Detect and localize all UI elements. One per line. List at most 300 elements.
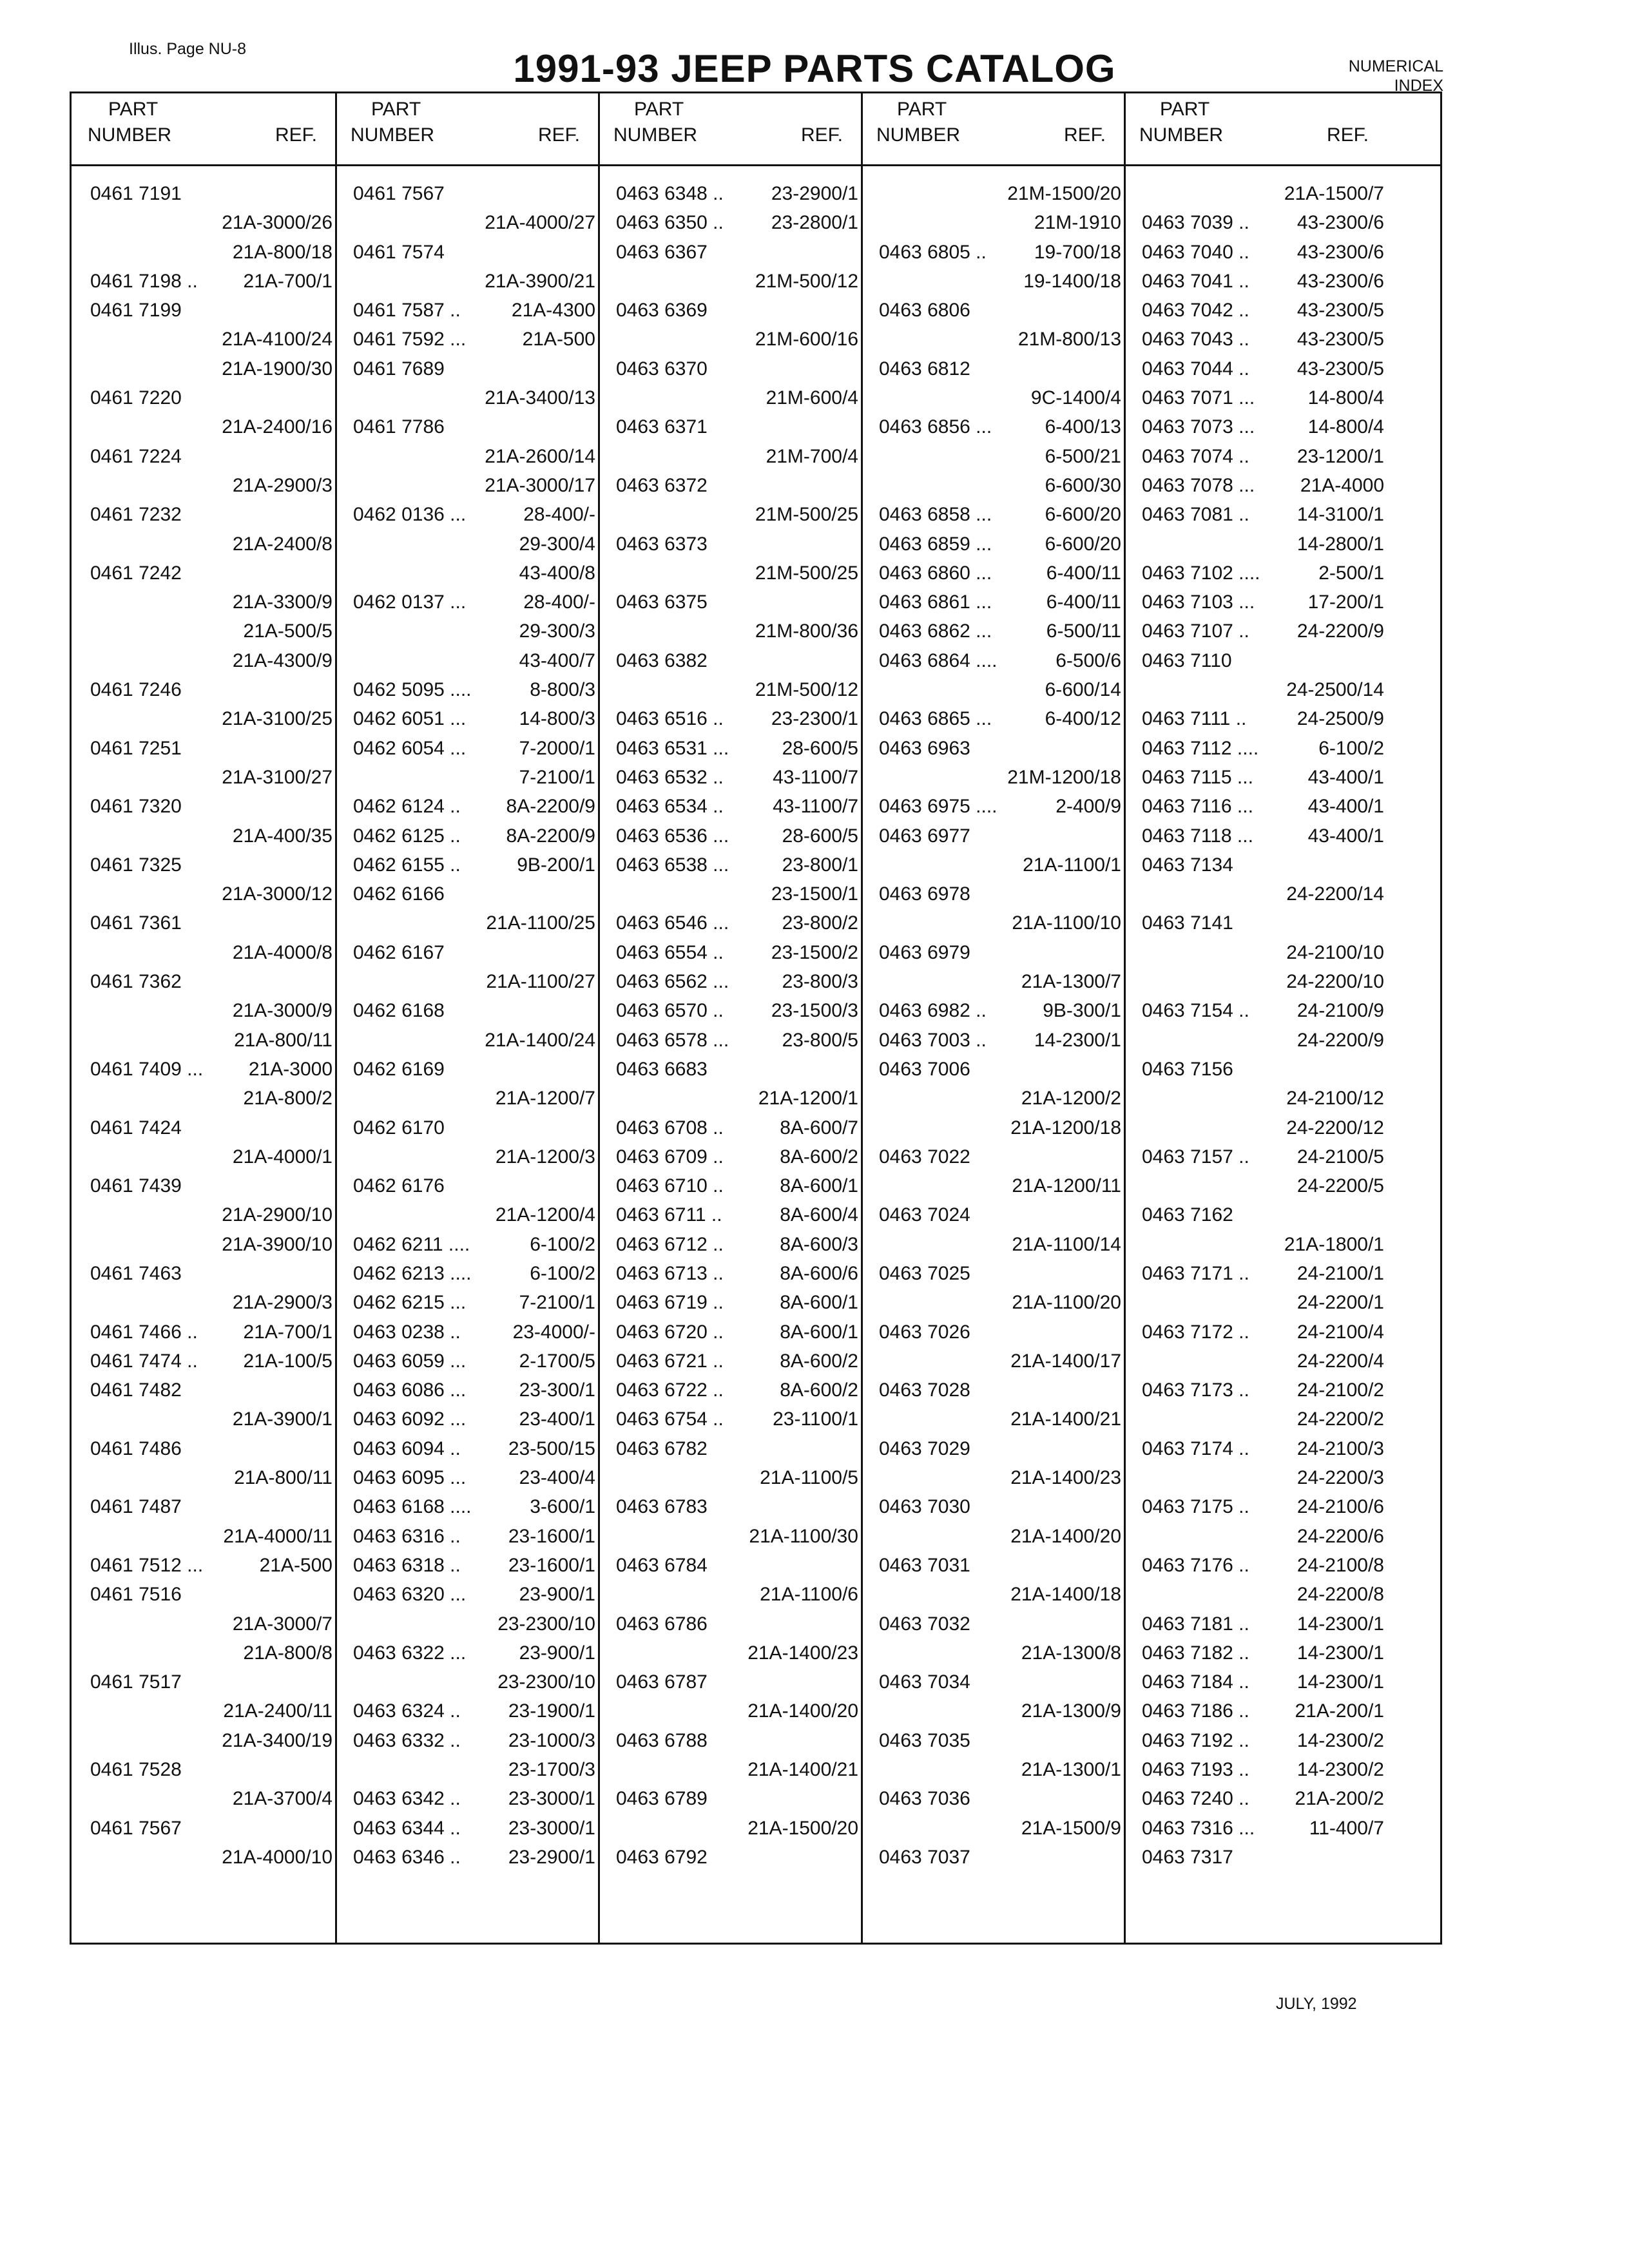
ref-value: 21A-500 [522,329,595,351]
ref-value: 8A-2200/9 [506,825,595,847]
ref-value: 21A-1100/6 [760,1584,858,1606]
ref-value: 23-1600/1 [508,1525,595,1547]
part-number: 0463 7032 [879,1613,970,1635]
part-number: 0463 6342 .. [353,1788,461,1810]
index-row [598,326,861,355]
index-row [598,910,861,939]
part-number: 0463 7034 [879,1671,970,1693]
ref-value: 21M-600/16 [755,329,858,351]
index-row [861,1348,1124,1377]
index-row [1124,1465,1387,1494]
ref-value: 21A-1100/5 [760,1467,858,1489]
index-row [598,852,861,881]
column-header-part: PART [1160,99,1210,120]
index-row [1124,1611,1387,1640]
index-row [598,501,861,530]
index-row [598,1698,861,1727]
index-row [598,1319,861,1348]
ref-value: 21A-1200/18 [1010,1117,1121,1139]
index-row [861,1319,1124,1348]
part-number: 0463 6782 [616,1437,708,1459]
index-row [1124,589,1387,618]
index-row [598,1144,861,1173]
ref-value: 19-700/18 [1034,241,1121,263]
ref-value: 6-500/21 [1045,445,1121,467]
ref-value: 23-1500/3 [771,1000,858,1022]
part-number: 0463 6578 ... [616,1029,729,1051]
part-number: 0463 6373 [616,533,708,555]
part-number: 0463 6536 ... [616,825,729,847]
index-row [1124,1669,1387,1698]
part-number: 0461 7528 [90,1759,182,1781]
ref-value: 21A-1200/11 [1012,1175,1121,1197]
index-row [861,881,1124,910]
ref-value: 9B-300/1 [1043,1000,1121,1022]
index-row [598,1785,861,1814]
ref-value: 21A-3100/25 [222,708,333,730]
ref-value: 8-800/3 [530,679,595,701]
ref-value: 21A-1400/21 [747,1759,858,1781]
part-number: 0462 6167 [353,941,445,963]
part-number: 0463 7173 .. [1142,1379,1249,1401]
ref-value: 21A-2900/10 [222,1204,333,1226]
ref-value: 21A-1100/10 [1012,912,1121,934]
index-row [861,1231,1124,1260]
ref-value: 21A-1100/20 [1012,1292,1121,1314]
part-number: 0463 7171 .. [1142,1262,1249,1284]
index-row [335,1727,598,1756]
index-row [72,1406,335,1435]
ref-value: 21A-800/18 [232,241,333,263]
index-row [1124,356,1387,385]
ref-value: 21A-3000/7 [232,1613,333,1635]
index-row [861,1202,1124,1231]
index-row [861,735,1124,764]
ref-value: 21A-1300/9 [1021,1700,1121,1722]
index-row [72,1785,335,1814]
ref-value: 21A-2600/14 [485,445,595,467]
ref-value: 43-2300/5 [1296,358,1384,380]
ref-value: 23-1600/1 [508,1554,595,1576]
index-row [861,1844,1124,1873]
ref-value: 24-2100/12 [1286,1088,1384,1110]
part-number: 0463 6344 .. [353,1817,461,1839]
ref-value: 21A-4300 [511,300,595,322]
part-number: 0462 0137 ... [353,591,467,613]
index-row [335,1698,598,1727]
index-row [598,1669,861,1698]
index-row [72,1611,335,1640]
ref-value: 24-2100/5 [1296,1146,1384,1168]
index-column-4 [861,97,1124,1873]
index-row [861,1611,1124,1640]
ref-value: 21A-800/11 [234,1029,333,1051]
index-row [335,1815,598,1844]
ref-value: 21A-3400/19 [222,1729,333,1751]
part-number: 0463 7025 [879,1262,970,1284]
index-row [72,501,335,530]
ref-value: 21A-3000/12 [222,883,333,905]
index-row [335,385,598,414]
ref-value: 7-2100/1 [519,1292,595,1314]
index-row [335,1494,598,1523]
index-row [72,1319,335,1348]
part-number: 0461 7587 .. [353,300,461,322]
index-row [335,1640,598,1669]
ref-value: 23-500/15 [508,1437,595,1459]
index-row [335,1319,598,1348]
ref-value: 21A-4300/9 [232,649,333,671]
part-number: 0463 7102 .... [1142,562,1260,584]
ref-value: 6-400/13 [1045,416,1121,438]
column-header-part: PART [371,99,421,120]
ref-value: 23-1700/3 [508,1759,595,1781]
index-row [861,443,1124,472]
index-row [1124,764,1387,793]
index-row [335,1202,598,1231]
index-label [1321,57,1443,95]
index-row [335,356,598,385]
part-number: 0463 6859 ... [879,533,992,555]
ref-value: 14-800/3 [519,708,595,730]
part-number: 0463 7193 .. [1142,1759,1249,1781]
index-row [598,1027,861,1056]
index-row [72,472,335,501]
ref-value: 6-400/11 [1046,562,1121,584]
index-row [598,239,861,268]
ref-value: 23-300/1 [519,1379,595,1401]
index-row [598,1844,861,1873]
ref-value: 21M-500/12 [755,679,858,701]
ref-value: 24-2100/6 [1296,1496,1384,1518]
part-number: 0463 7039 .. [1142,212,1249,234]
index-row [598,1377,861,1406]
index-row [335,1144,598,1173]
part-number: 0463 6554 .. [616,941,724,963]
index-row [598,472,861,501]
ref-value: 21A-1300/1 [1021,1759,1121,1781]
ref-value: 21A-2400/11 [223,1700,333,1722]
index-row [861,793,1124,822]
part-number: 0463 7074 .. [1142,445,1249,467]
ref-value: 8A-600/1 [780,1292,858,1314]
part-number: 0461 7232 [90,504,182,526]
index-row [1124,1815,1387,1844]
part-number: 0463 6370 [616,358,708,380]
index-row [72,1027,335,1056]
ref-value: 21A-1800/1 [1284,1233,1384,1255]
index-row [72,1640,335,1669]
ref-value: 21A-1200/7 [495,1088,595,1110]
ref-value: 23-2300/1 [771,708,858,730]
part-number: 0461 7224 [90,445,182,467]
ref-value: 43-400/1 [1307,825,1384,847]
ref-value: 23-2800/1 [771,212,858,234]
ref-value: 14-2300/1 [1296,1671,1384,1693]
ref-value: 21M-500/12 [755,270,858,292]
ref-value: 21A-700/1 [243,270,333,292]
index-row [1124,939,1387,968]
index-row [861,385,1124,414]
part-number: 0463 7176 .. [1142,1554,1249,1576]
ref-value: 21A-200/2 [1295,1788,1384,1810]
part-number: 0461 7567 [353,183,445,204]
part-number: 0463 6546 ... [616,912,729,934]
ref-value: 21A-400/35 [232,825,333,847]
ref-value: 23-2300/10 [497,1671,595,1693]
index-row [861,823,1124,852]
illus-page-label: Illus. Page NU-8 [129,40,247,58]
part-number: 0463 7112 .... [1142,737,1259,759]
ref-value: 23-900/1 [519,1584,595,1606]
index-row [1124,1523,1387,1552]
ref-value: 21A-1400/17 [1010,1350,1121,1372]
part-number: 0463 7116 ... [1142,796,1253,818]
index-row [72,1465,335,1494]
ref-value: 8A-600/3 [780,1233,858,1255]
index-row [335,1027,598,1056]
part-number: 0462 6155 .. [353,854,461,876]
ref-value: 21M-1500/20 [1007,183,1121,204]
index-row [1124,443,1387,472]
index-row [861,472,1124,501]
part-number: 0463 7186 .. [1142,1700,1249,1722]
part-number: 0462 6169 [353,1058,445,1080]
index-row [598,1436,861,1465]
index-row [335,1523,598,1552]
index-row [335,589,598,618]
part-number: 0463 6168 .... [353,1496,472,1518]
ref-value: 3-600/1 [530,1496,595,1518]
ref-value: 21A-100/5 [243,1350,333,1372]
index-row [861,297,1124,326]
index-row [1124,414,1387,443]
index-column-5 [1124,97,1387,1873]
ref-value: 21A-1400/24 [485,1029,595,1051]
index-row [861,1260,1124,1289]
ref-value: 14-800/4 [1307,387,1384,409]
index-row [861,968,1124,997]
part-number: 0463 6720 .. [616,1321,724,1343]
part-number: 0463 7042 .. [1142,300,1249,322]
index-row [335,1785,598,1814]
index-row [72,1289,335,1318]
index-row [598,531,861,560]
index-row [1124,501,1387,530]
part-number: 0463 7026 [879,1321,970,1343]
ref-value: 21A-500/5 [243,620,333,642]
part-number: 0462 6054 ... [353,737,467,759]
index-row [598,1465,861,1494]
ref-value: 24-2200/10 [1286,971,1384,993]
ref-value: 21A-3900/10 [222,1233,333,1255]
ref-value: 24-2200/6 [1296,1525,1384,1547]
part-number: 0463 7175 .. [1142,1496,1249,1518]
index-row [598,1406,861,1435]
part-number: 0461 7463 [90,1262,182,1284]
index-row [72,823,335,852]
index-row [598,560,861,589]
index-row [335,1377,598,1406]
part-number: 0463 7036 [879,1788,970,1810]
index-row [335,997,598,1026]
ref-value: 28-600/5 [782,825,858,847]
index-row [335,1436,598,1465]
ref-value: 24-2500/9 [1296,708,1384,730]
index-row [1124,268,1387,297]
index-row [72,1202,335,1231]
part-number: 0463 7041 .. [1142,270,1249,292]
part-number: 0461 7220 [90,387,182,409]
index-row [335,764,598,793]
part-number: 0463 6369 [616,300,708,322]
index-row [598,997,861,1026]
ref-value: 23-400/4 [519,1467,595,1489]
index-row [335,618,598,647]
index-row [335,326,598,355]
index-row [861,1056,1124,1085]
ref-value: 23-1200/1 [1296,445,1384,467]
index-row [1124,1844,1387,1873]
part-number: 0463 7184 .. [1142,1671,1249,1693]
index-row [598,677,861,706]
index-row [598,1756,861,1785]
ref-value: 21A-500 [259,1554,333,1576]
part-number: 0463 7134 [1142,854,1233,876]
part-number: 0463 6712 .. [616,1233,724,1255]
publication-date: JULY, 1992 [1276,1995,1357,2013]
part-number: 0463 6710 .. [616,1175,724,1197]
index-row [72,1260,335,1289]
ref-value: 21A-4000/11 [223,1525,333,1547]
index-row [335,1611,598,1640]
index-row [335,677,598,706]
part-number: 0463 6367 [616,241,708,263]
part-number: 0463 6788 [616,1729,708,1751]
index-row [861,501,1124,530]
ref-value: 14-800/4 [1307,416,1384,438]
part-number: 0463 0238 .. [353,1321,461,1343]
part-number: 0461 7361 [90,912,182,934]
index-row [72,180,335,209]
part-number: 0461 7574 [353,241,445,263]
index-row [861,326,1124,355]
index-row [335,1260,598,1289]
index-row [861,1785,1124,1814]
part-number: 0462 6215 ... [353,1292,467,1314]
ref-value: 43-2300/6 [1296,212,1384,234]
index-row [1124,472,1387,501]
part-number: 0463 7035 [879,1729,970,1751]
part-number: 0463 7240 .. [1142,1788,1249,1810]
index-row [72,385,335,414]
index-row [598,385,861,414]
ref-value: 21A-1400/20 [747,1700,858,1722]
part-number: 0463 6346 .. [353,1846,461,1868]
part-number: 0463 6975 .... [879,796,998,818]
index-row [335,823,598,852]
index-row [1124,1436,1387,1465]
part-number: 0463 6862 ... [879,620,992,642]
index-row [598,1085,861,1114]
ref-value: 24-2100/2 [1296,1379,1384,1401]
part-number: 0463 7044 .. [1142,358,1249,380]
part-number: 0463 7071 ... [1142,387,1255,409]
index-row [1124,1727,1387,1756]
part-number: 0463 6683 [616,1058,708,1080]
ref-value: 21A-3000 [248,1058,333,1080]
part-number: 0463 7182 .. [1142,1642,1249,1664]
index-row [72,1144,335,1173]
part-number: 0463 7073 ... [1142,416,1255,438]
ref-value: 14-2300/2 [1296,1759,1384,1781]
index-row [598,268,861,297]
index-row [861,997,1124,1026]
ref-value: 8A-600/4 [780,1204,858,1226]
ref-value: 24-2500/14 [1286,679,1384,701]
index-row [335,531,598,560]
index-row [1124,1289,1387,1318]
index-row [1124,209,1387,238]
ref-value: 21A-700/1 [243,1321,333,1343]
index-row [861,180,1124,209]
index-row [335,1406,598,1435]
part-number: 0463 6713 .. [616,1262,724,1284]
part-number: 0463 7172 .. [1142,1321,1249,1343]
part-number: 0463 6963 [879,737,970,759]
index-row [598,1231,861,1260]
index-row [1124,1115,1387,1144]
ref-value: 21A-4000 [1300,474,1384,496]
ref-value: 21A-4000/1 [232,1146,333,1168]
part-number: 0461 7474 .. [90,1350,198,1372]
index-row [1124,1640,1387,1669]
index-row [861,1552,1124,1581]
index-row [335,648,598,677]
column-header-number: NUMBER [351,124,435,146]
ref-value: 6-600/30 [1045,474,1121,496]
ref-value: 6-400/11 [1046,591,1121,613]
index-row [598,297,861,326]
ref-value: 24-2100/3 [1296,1437,1384,1459]
index-row [1124,1144,1387,1173]
part-number: 0463 6348 .. [616,183,724,204]
ref-value: 8A-600/2 [780,1350,858,1372]
part-number: 0463 7022 [879,1146,970,1168]
part-number: 0461 7482 [90,1379,182,1401]
ref-value: 21A-1400/20 [1010,1525,1121,1547]
index-row [861,1115,1124,1144]
index-row [1124,1377,1387,1406]
part-number: 0463 7156 [1142,1058,1233,1080]
ref-value: 6-100/2 [530,1262,595,1284]
ref-value: 21A-1100/30 [749,1525,858,1547]
part-number: 0463 6754 .. [616,1408,724,1430]
part-number: 0463 7078 ... [1142,474,1255,496]
index-row [72,239,335,268]
index-row [1124,852,1387,881]
part-number: 0463 6086 ... [353,1379,467,1401]
index-row [335,735,598,764]
index-row [861,209,1124,238]
part-number: 0463 6371 [616,416,708,438]
index-row [335,1669,598,1698]
index-row [1124,1231,1387,1260]
ref-value: 24-2100/1 [1296,1262,1384,1284]
part-number: 0463 6382 [616,649,708,671]
part-number: 0463 7031 [879,1554,970,1576]
ref-value: 21A-1200/1 [758,1088,858,1110]
